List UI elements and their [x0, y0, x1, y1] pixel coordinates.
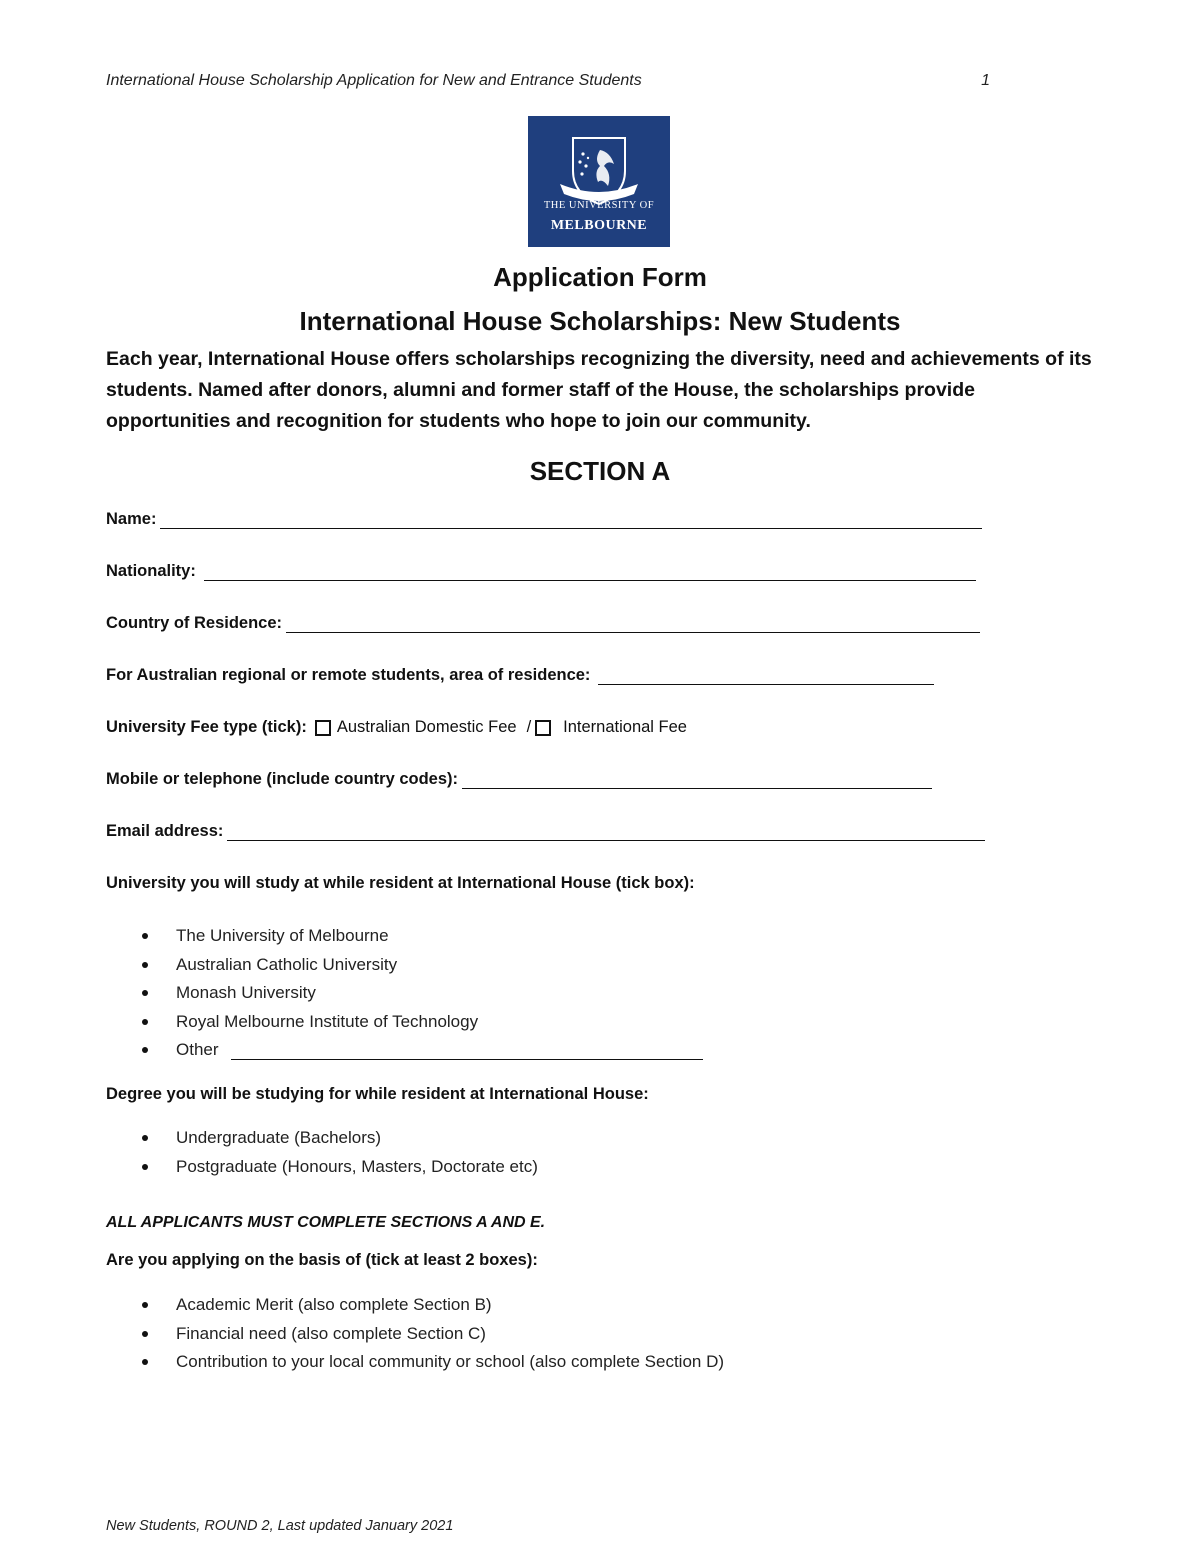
university-option-other[interactable]: [142, 1036, 703, 1065]
nationality-label: Nationality:: [106, 562, 196, 580]
country-input-line[interactable]: [286, 614, 980, 633]
university-option[interactable]: [142, 979, 703, 1008]
email-label: Email address:: [106, 822, 224, 840]
bullet-icon: [142, 962, 148, 968]
intro-paragraph: Each year, International House offers scholarships recognizing the diversity, need and achievements of its students. Named after donors, alumni and former staff of the House, the scholarships provide opportunities and recognition for students who hope to join our community.: [106, 348, 1092, 432]
university-list: [142, 922, 703, 1065]
basis-list: [142, 1291, 724, 1377]
university-option[interactable]: [142, 951, 703, 980]
fee-type-row: [106, 718, 687, 737]
bullet-icon: [142, 1302, 148, 1308]
other-university-input-line[interactable]: [231, 1041, 703, 1060]
degree-option-label: Postgraduate (Honours, Masters, Doctorate etc): [176, 1156, 538, 1176]
phone-field[interactable]: [106, 770, 932, 789]
university-option-label: Monash University: [176, 983, 316, 1003]
fee-label: University Fee type (tick):: [106, 718, 307, 736]
international-fee-label: International Fee: [563, 718, 687, 736]
basis-heading: Are you applying on the basis of (tick at least 2 boxes):: [106, 1251, 538, 1269]
degree-option[interactable]: [142, 1153, 538, 1182]
bullet-icon: [142, 990, 148, 996]
degree-option[interactable]: [142, 1124, 538, 1153]
degree-option-label: Undergraduate (Bachelors): [176, 1128, 382, 1148]
bullet-icon: [142, 1019, 148, 1025]
name-label: Name:: [106, 510, 157, 528]
basis-option[interactable]: [142, 1291, 724, 1320]
domestic-fee-checkbox[interactable]: [315, 720, 331, 736]
bullet-icon: [142, 933, 148, 939]
university-logo: [528, 116, 670, 247]
nationality-field[interactable]: [106, 562, 976, 581]
page-footer: New Students, ROUND 2, Last updated January 2021: [106, 1518, 454, 1534]
country-label: Country of Residence:: [106, 614, 283, 632]
basis-option[interactable]: [142, 1320, 724, 1349]
country-field[interactable]: [106, 614, 980, 633]
name-input-line[interactable]: [160, 510, 982, 529]
email-input-line[interactable]: [227, 822, 985, 841]
basis-option-label: Contribution to your local community or school (also complete Section D): [176, 1352, 725, 1372]
university-option-label: The University of Melbourne: [176, 926, 389, 946]
logo-line2: MELBOURNE: [550, 218, 648, 233]
domestic-fee-label: Australian Domestic Fee: [336, 718, 517, 736]
university-option-label: Australian Catholic University: [176, 954, 398, 974]
email-field[interactable]: [106, 822, 985, 841]
degree-list: [142, 1124, 538, 1181]
page-number: 1: [981, 72, 990, 89]
logo-line1: THE UNIVERSITY OF: [543, 200, 655, 211]
section-title: SECTION A: [529, 456, 671, 486]
mandatory-note: ALL APPLICANTS MUST COMPLETE SECTIONS A AND E.: [106, 1214, 546, 1231]
degree-heading: Degree you will be studying for while resident at International House:: [106, 1085, 649, 1103]
international-fee-checkbox[interactable]: [535, 720, 551, 736]
basis-option-label: Academic Merit (also complete Section B): [176, 1295, 492, 1315]
bullet-icon: [142, 1331, 148, 1337]
nationality-input-line[interactable]: [204, 562, 976, 581]
university-option[interactable]: [142, 922, 703, 951]
phone-label: Mobile or telephone (include country codes):: [106, 770, 459, 788]
bullet-icon: [142, 1135, 148, 1141]
running-title: International House Scholarship Application for New and Entrance Students: [106, 72, 642, 89]
running-header: [106, 72, 990, 90]
university-option-label: Other: [176, 1040, 219, 1060]
phone-input-line[interactable]: [462, 770, 932, 789]
basis-option-label: Financial need (also complete Section C): [176, 1323, 486, 1343]
regional-field[interactable]: [106, 666, 934, 685]
regional-input-line[interactable]: [598, 666, 934, 685]
name-field[interactable]: [106, 510, 982, 529]
bullet-icon: [142, 1359, 148, 1365]
basis-option[interactable]: [142, 1348, 724, 1377]
bullet-icon: [142, 1164, 148, 1170]
regional-label: For Australian regional or remote students, area of residence:: [106, 666, 591, 684]
fee-separator: /: [526, 718, 532, 736]
university-option-label: Royal Melbourne Institute of Technology: [176, 1011, 479, 1031]
form-subtitle: International House Scholarships: New Students: [299, 306, 901, 336]
university-option[interactable]: [142, 1008, 703, 1037]
university-heading: University you will study at while resident at International House (tick box):: [106, 874, 695, 892]
bullet-icon: [142, 1047, 148, 1053]
form-title: Application Form: [493, 262, 707, 292]
